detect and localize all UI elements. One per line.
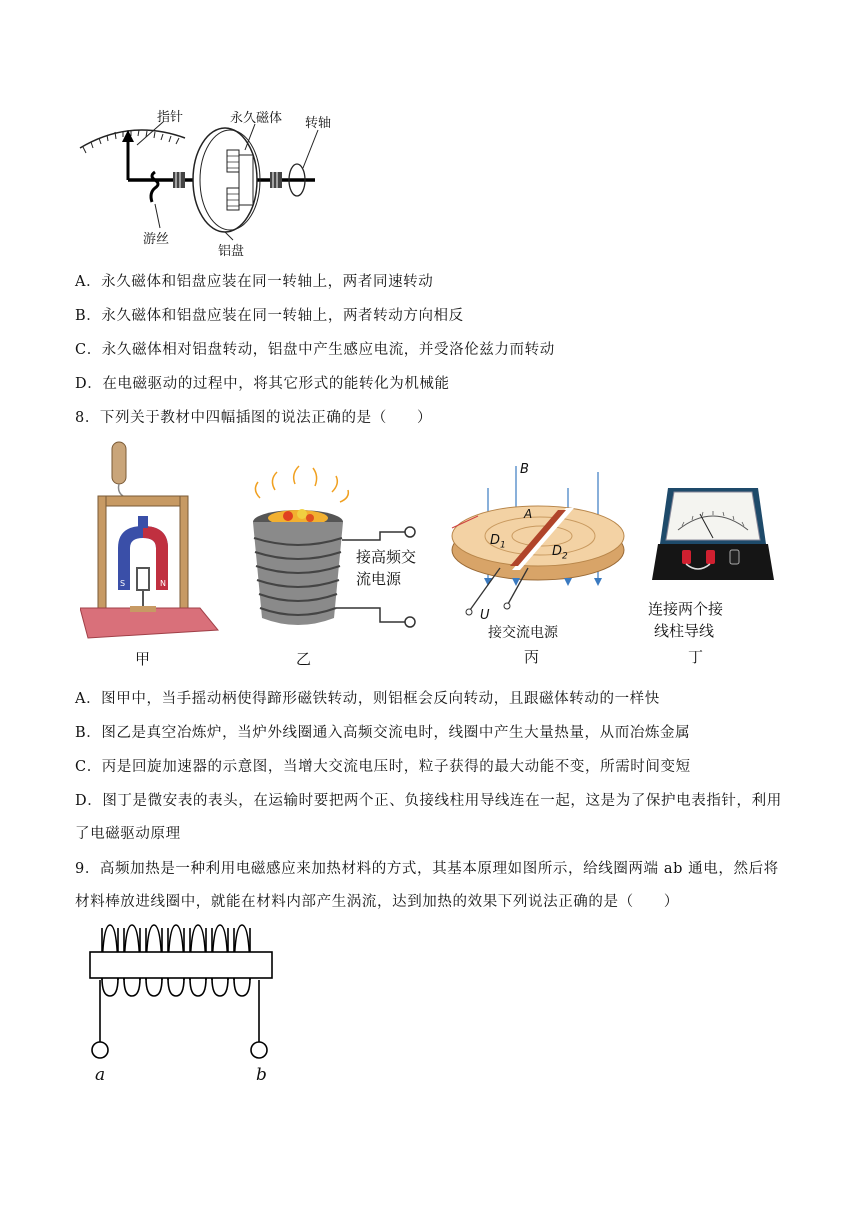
bing-label-u: U <box>480 608 490 623</box>
caption-ding: 丁 <box>688 648 704 666</box>
figure-bing <box>448 458 643 670</box>
bing-d2-letter: D <box>552 544 563 559</box>
label-pointer: 指针 <box>157 110 184 125</box>
q7-option-d: D．在电磁驱动的过程中，将其它形式的能转化为机械能 <box>75 376 450 392</box>
q7-option-c: C．永久磁体相对铝盘转动，铝盘中产生感应电流，并受洛伦兹力而转动 <box>75 342 555 358</box>
bing-label-b: B <box>520 462 529 477</box>
figure-meter-drive <box>75 100 345 260</box>
terminal-b-label: b <box>256 1065 267 1085</box>
figure-induction-coil <box>85 920 285 1090</box>
svg-text:S: S <box>120 579 126 588</box>
label-axis: 转轴 <box>305 116 332 131</box>
svg-text:N: N <box>160 579 166 588</box>
q8-stem: 8．下列关于教材中四幅插图的说法正确的是（ ） <box>75 410 433 426</box>
bing-label-d2 <box>552 544 568 562</box>
caption-jia: 甲 <box>135 650 151 668</box>
q8-option-a: A．图甲中，当手摇动柄使得蹄形磁铁转动，则铝框会反向转动，且跟磁体转动的一样快 <box>75 691 660 707</box>
bing-d2-sub: 2 <box>562 551 568 562</box>
bing-label-d1 <box>490 533 506 551</box>
ding-wire-line1: 连接两个接 <box>648 600 724 618</box>
caption-bing: 丙 <box>524 648 540 666</box>
q7-option-a: A．永久磁体和铝盘应装在同一转轴上，两者同速转动 <box>75 274 434 290</box>
label-hairspring: 游丝 <box>143 232 170 247</box>
q9-stem-line2: 材料棒放进线圈中，就能在材料内部产生涡流，达到加热的效果下列说法正确的是（ ） <box>75 894 679 910</box>
figure-yi <box>240 460 425 670</box>
bing-label-a: A <box>524 507 533 521</box>
terminal-a-label: a <box>95 1065 106 1085</box>
figure-ding <box>648 480 778 670</box>
caption-yi: 乙 <box>296 650 312 668</box>
q8-option-b: B．图乙是真空冶炼炉，当炉外线圈通入高频交流电时，线圈中产生大量热量，从而冶炼金属 <box>75 725 691 741</box>
q8-option-d-line1: D．图丁是微安表的表头，在运输时要把两个正、负接线柱用导线连在一起，这是为了保护电表指针，利用 <box>75 793 782 809</box>
bing-source-label: 接交流电源 <box>488 625 558 641</box>
q9-stem-line1: 9．高频加热是一种利用电磁感应来加热材料的方式，其基本原理如图所示，给线圈两端 ab 通电，然后将 <box>75 861 779 877</box>
q8-option-d-line2: 了电磁驱动原理 <box>75 826 181 842</box>
bing-d1-letter: D <box>490 533 501 548</box>
label-disk: 铝盘 <box>218 244 245 259</box>
yi-source-line2: 流电源 <box>356 570 402 588</box>
yi-source-line1: 接高频交 <box>356 548 417 566</box>
q7-option-b: B．永久磁体和铝盘应装在同一转轴上，两者转动方向相反 <box>75 308 464 324</box>
figure-jia <box>80 440 225 670</box>
q8-option-c: C．丙是回旋加速器的示意图，当增大交流电压时，粒子获得的最大动能不变，所需时间变短 <box>75 759 691 775</box>
ding-wire-line2: 线柱导线 <box>654 622 715 640</box>
label-magnet: 永久磁体 <box>230 111 283 126</box>
bing-d1-sub: 1 <box>500 540 506 551</box>
